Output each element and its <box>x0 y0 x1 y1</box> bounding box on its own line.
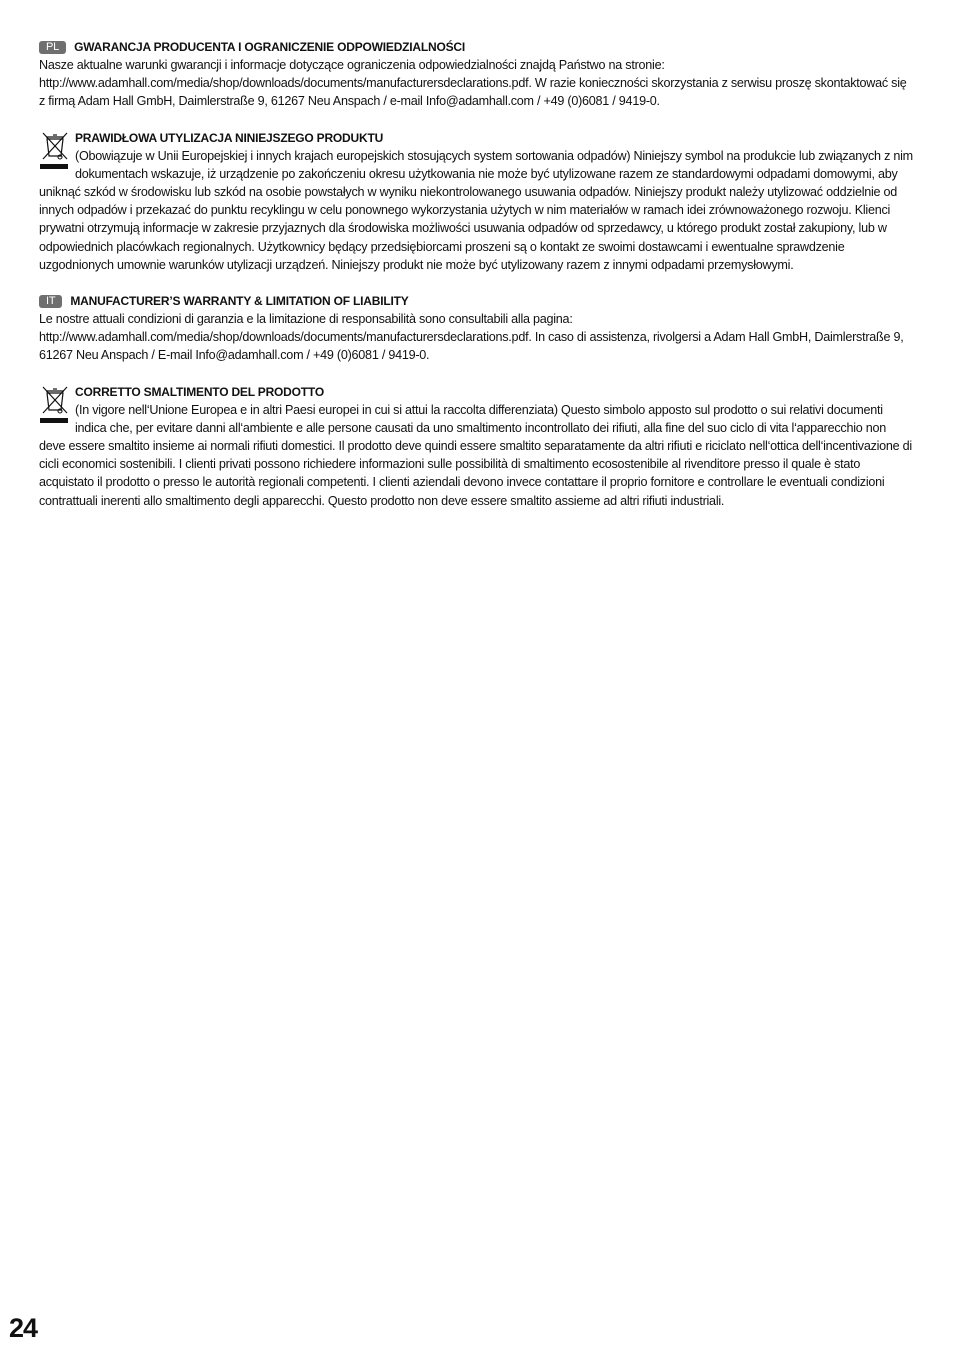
document-body <box>39 38 915 524</box>
page-number: 24 <box>9 1313 38 1343</box>
pl-disposal-title: PRAWIDŁOWA UTYLIZACJA NINIEJSZEGO PRODUKTU <box>75 130 384 145</box>
pl-disposal-heading <box>39 129 915 147</box>
pl-warranty-heading <box>39 38 915 56</box>
pl-warranty-title: GWARANCJA PRODUCENTA I OGRANICZENIE ODPOWIEDZIALNOŚCI <box>74 40 466 54</box>
pl-disposal-section <box>39 129 915 274</box>
crossed-out-wheelie-bin-icon <box>39 131 71 171</box>
it-disposal-text: (In vigore nell‘Unione Europea e in altri Paesi europei in cui si attui la raccolta differenziata) Questo simbolo apposto sul prodotto o sui relativi documenti indica che, per evitare danni all‘ambiente e alle persone causati da uno smaltimento incontrollato dei rifiuti, alla fine del suo ciclo di vita l‘apparecchio non deve essere smaltito insieme ai normali rifiuti domestici. Il prodotto deve quindi essere smaltito separatamente da altri rifiuti e riciclato nell‘ottica dell‘incentivazione di cicli economici sostenibili. I clienti privati possono richiedere informazioni sulle possibilità di smaltimento ecosostenibile al rivenditore presso il quale è stato acquistato il prodotto o presso le autorità regionali competenti. I clienti aziendali devono invece contattare il proprio fornitore e controllare le eventuali condizioni contrattuali inerenti allo smaltimento degli apparecchi. Questo prodotto non deve essere smaltito assieme ad altri rifiuti industriali. <box>39 402 912 508</box>
pl-disposal-text: (Obowiązuje w Unii Europejskiej i innych krajach europejskich stosujących system sortowania odpadów) Niniejszy symbol na produkcie lub związanych z nim dokumentach wskazuje, iż urządzenie po zakończeniu okresu użytkowania nie może być utylizowane razem ze standardowymi odpadami domowymi, aby uniknąć szkód w środowisku lub szkód na osobie powstałych w wyniku niekontrolowanego usuwania odpadów. Niniejszy produkt należy utylizować oddzielnie od innych odpadów i przekazać do punktu recyklingu w celu ponownego wykorzystania użytych w nim materiałów w ramach idei zrównoważonego rozwoju. Klienci prywatni otrzymują informacje w zakresie przyjaznych dla środowiska możliwości usuwania odpadów od sprzedawcy, u którego produkt został zakupiony, lub w odpowiednich placówkach regionalnych. Użytkownicy będący przedsiębiorcami proszeni są o kontakt ze swoimi dostawcami i ewentualne sprawdzenie uzgodnionych umownie warunków utylizacji urządzeń. Niniejszy produkt nie może być utylizowany razem z innymi odpadami przemysłowymi. <box>39 148 913 272</box>
it-disposal-title: CORRETTO SMALTIMENTO DEL PRODOTTO <box>75 384 324 399</box>
language-badge-pl: PL <box>39 41 66 54</box>
it-warranty-text: Le nostre attuali condizioni di garanzia e la limitazione di responsabilità sono consultabili alla pagina: http://www.adamhall.com/media/shop/downloads/documents/manufacturersdeclarations.pdf. In caso di assistenza, rivolgersi a Adam Hall GmbH, Daimlerstraße 9, 61267 Neu Anspach / E-mail Info@adamhall.com / +49 (0)6081 / 9419-0. <box>39 312 904 363</box>
pl-warranty-text: Nasze aktualne warunki gwarancji i informacje dotyczące ograniczenia odpowiedzialności znajdą Państwo na stronie: http://www.adamhall.com/media/shop/downloads/documents/manufacturersdeclarations.pdf. W razie konieczności skorzystania z serwisu proszę skontaktować się z firmą Adam Hall GmbH, Daimlerstraße 9, 61267 Neu Anspach / e-mail Info@adamhall.com / +49 (0)6081 / 9419-0. <box>39 58 907 109</box>
language-badge-it: IT <box>39 295 62 308</box>
it-disposal-section <box>39 383 915 510</box>
it-warranty-title: MANUFACTURER’S WARRANTY & LIMITATION OF LIABILITY <box>70 294 409 309</box>
crossed-out-wheelie-bin-icon <box>39 385 71 425</box>
it-warranty-section <box>39 292 915 365</box>
pl-warranty-section <box>39 38 915 111</box>
it-warranty-heading <box>39 292 915 310</box>
it-disposal-heading <box>39 383 915 401</box>
